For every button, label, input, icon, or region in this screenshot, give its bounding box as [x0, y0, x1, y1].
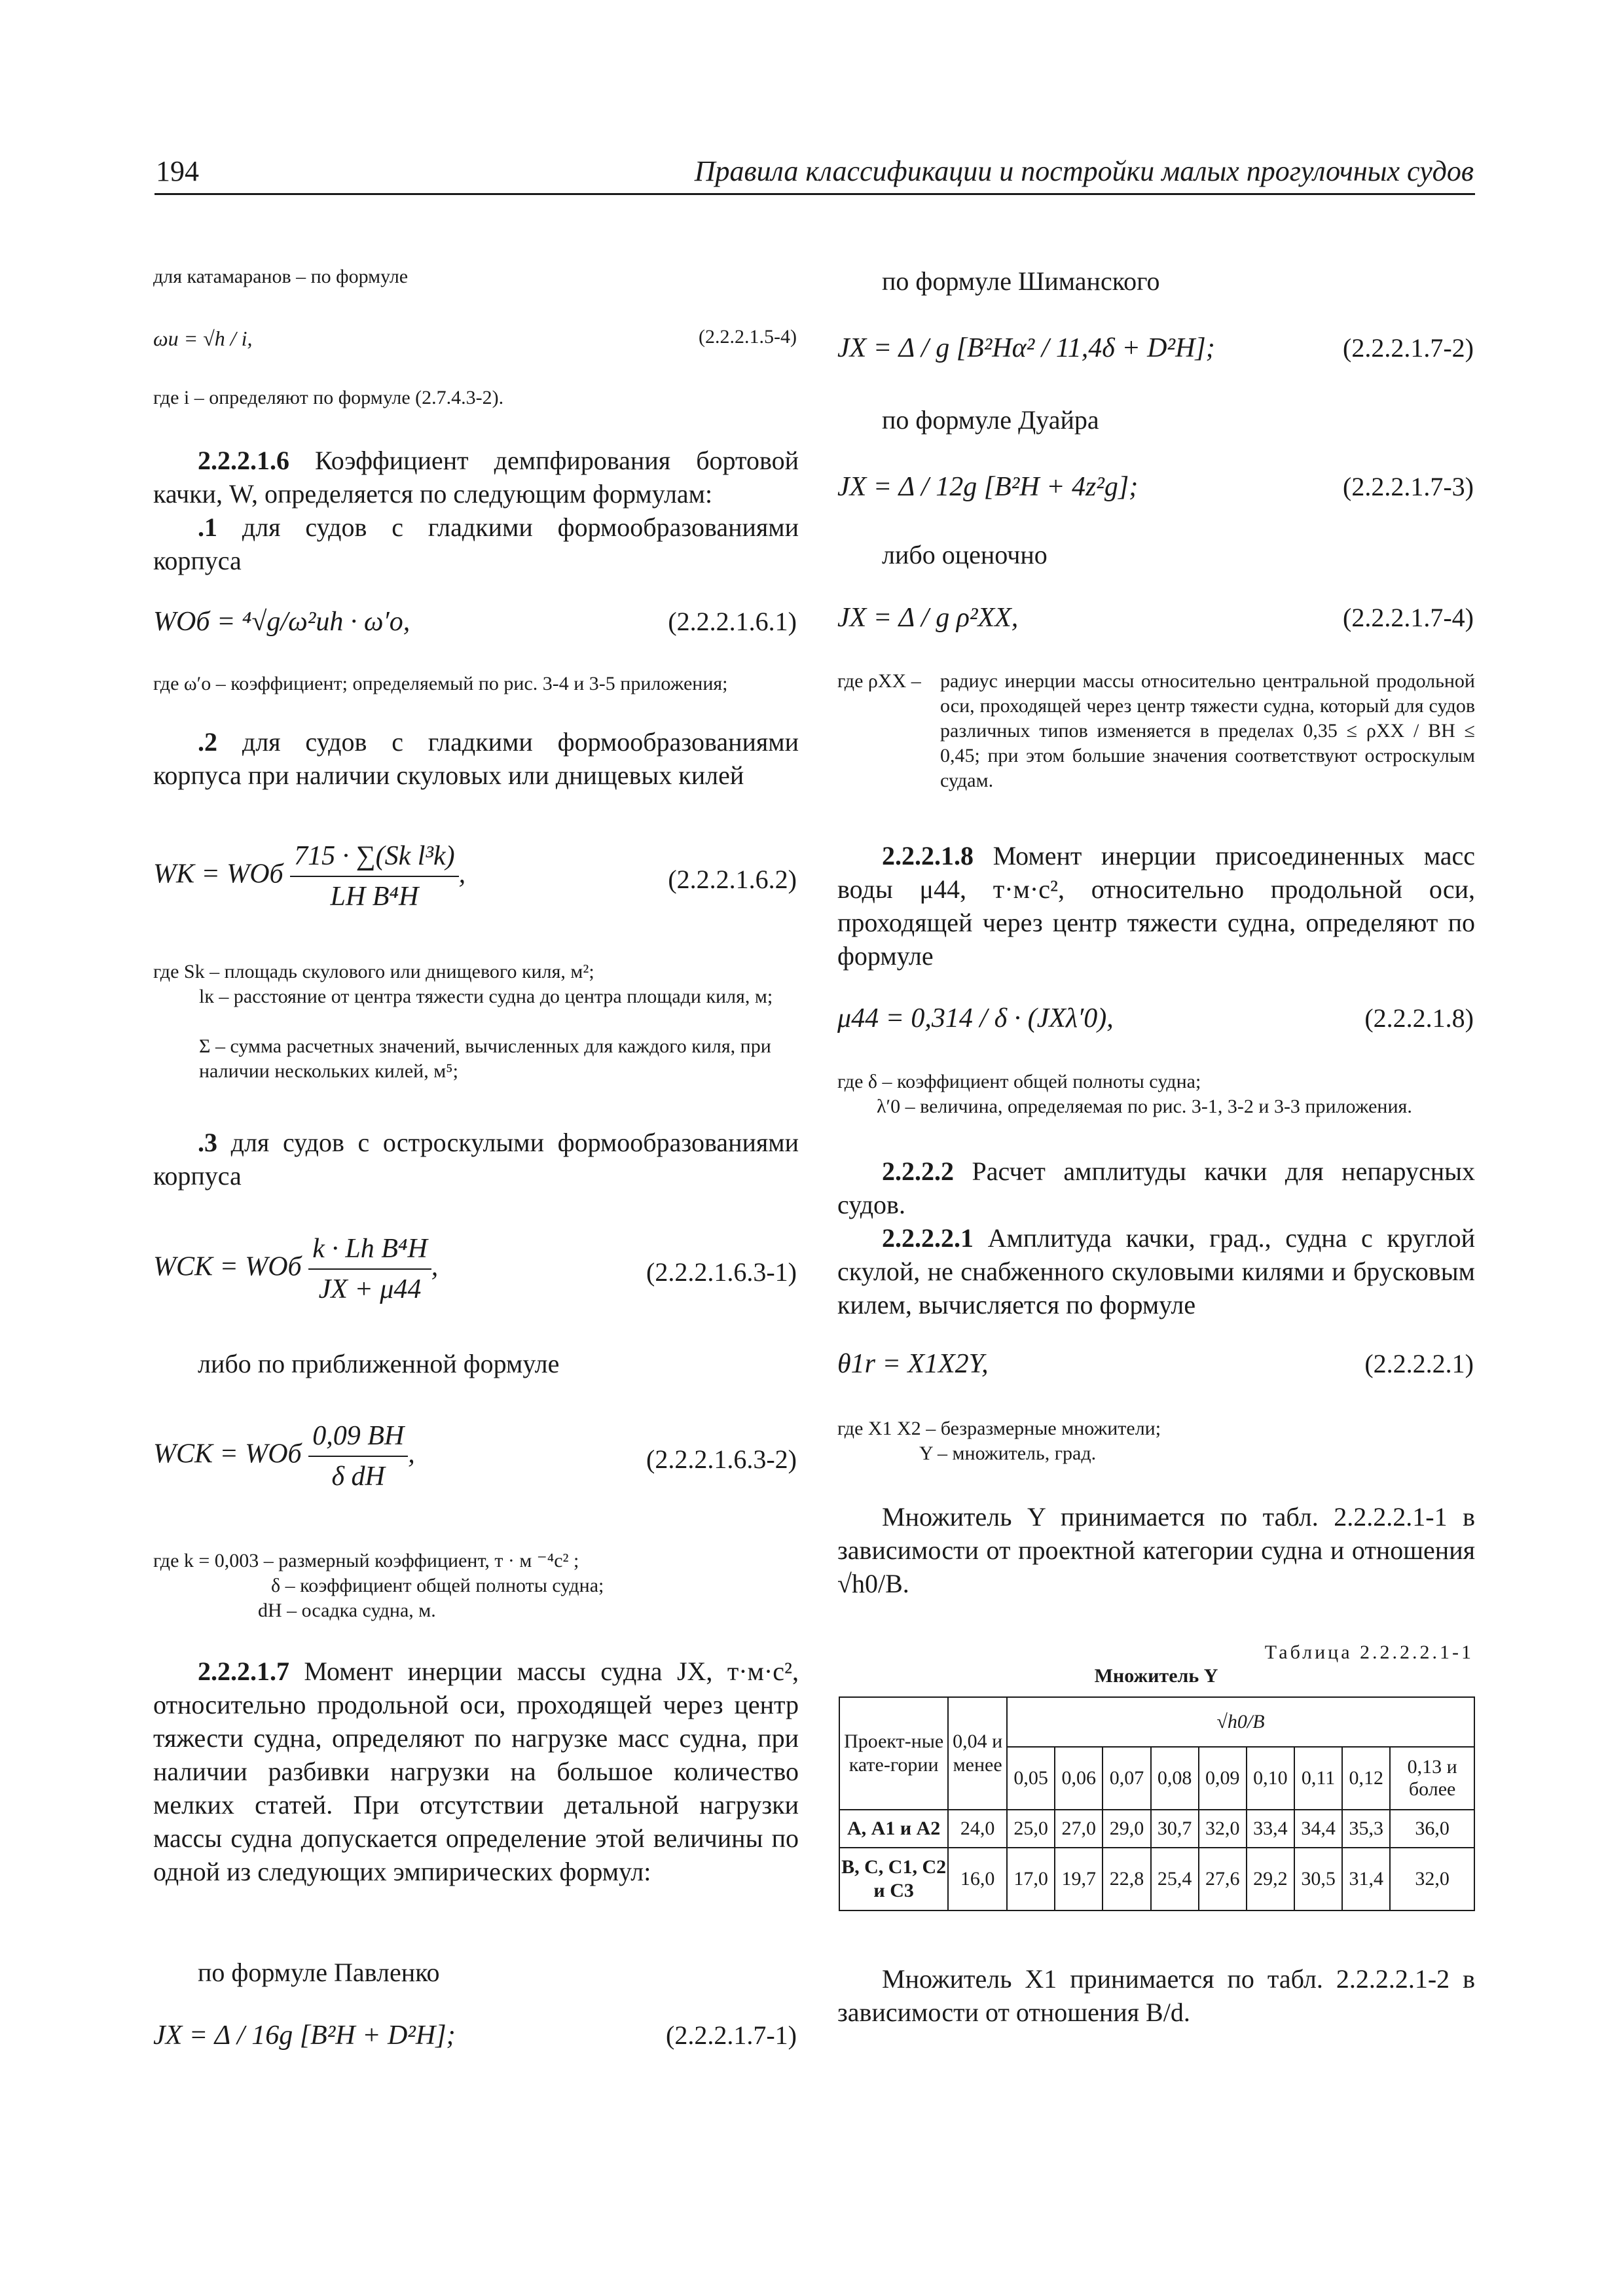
- table-header-last: 0,13 и более: [1390, 1747, 1474, 1810]
- table-cell: 29,2: [1247, 1848, 1294, 1910]
- table-cell: 30,7: [1151, 1810, 1199, 1848]
- table-cell-category: А, А1 и А2: [839, 1810, 948, 1848]
- approx-intro: либо по приближенной формуле: [198, 1349, 560, 1378]
- equation-number-wck-2: (2.2.2.1.6.3-2): [646, 1444, 797, 1474]
- equation-fraction: [308, 1233, 431, 1305]
- table-title: Множитель Y: [1094, 1665, 1218, 1687]
- equation-number-mu: (2.2.2.1.8): [1364, 1003, 1474, 1033]
- table-cell: 27,0: [1055, 1810, 1103, 1848]
- section-text: Амплитуда качки, град., судна с круглой скулой, не снабженного скуловыми килями и брусковым килем, вычисляется по формуле: [837, 1223, 1475, 1319]
- section-number: 2.2.2.2: [882, 1157, 954, 1186]
- section-text: Расчет амплитуды качки для непарусных судов.: [837, 1157, 1475, 1219]
- table-header-col: 0,10: [1247, 1747, 1294, 1810]
- where-lk: lк – расстояние от центра тяжести судна до центра площади киля, м;: [199, 986, 773, 1007]
- table-header-col: 0,06: [1055, 1747, 1103, 1810]
- section-2-2-2-1-8: [837, 839, 1475, 973]
- equation-wck-2: WСК = WОб $\frac{0,09 BН}{\text{δ dН}}$ ,: [153, 1421, 415, 1492]
- table-cell: 25,4: [1151, 1848, 1199, 1910]
- table-cell: 25,0: [1007, 1810, 1055, 1848]
- pavlenko-intro: по формуле Павленко: [198, 1958, 440, 1987]
- where-lambda: λ′0 – величина, определяемая по рис. 3-1, 3-2 и 3-3 приложения.: [877, 1096, 1412, 1117]
- equation-estimate: JX = Δ / g ρ²XX,: [837, 603, 1019, 633]
- where-omega0: где ω′о – коэффициент; определяемый по рис. 3-4 и 3-5 приложения;: [153, 673, 728, 694]
- section-number: 2.2.2.2.1: [882, 1223, 974, 1253]
- section-text: Момент инерции присоединенных масс воды μ44, т·м·с², относительно продольной оси, проходящей через центр тяжести судна, определяют по формуле: [837, 841, 1475, 971]
- equation-number-wk: (2.2.2.1.6.2): [668, 865, 797, 894]
- table-header-first: 0,04 и менее: [948, 1697, 1007, 1810]
- equation-lhs: WСК = WОб: [153, 1439, 302, 1469]
- equation-theta: θ1r = X1X2Y,: [837, 1349, 989, 1379]
- table-row: [839, 1810, 1474, 1848]
- table-cell: 27,6: [1199, 1848, 1247, 1910]
- where-rho: радиус инерции массы относительно центральной продольной оси, проходящей через центр тяжести судна, который для судов различных типов изменяется в пределах 0,35 ≤ ρXX / BН ≤ 0,45; при этом большие значения соответствуют остроскулым судам.: [940, 670, 1475, 791]
- where-sk: где Sk – площадь скулового или днищевого киля, м²;: [153, 961, 594, 982]
- equation-number-estimate: (2.2.2.1.7-4): [1343, 603, 1474, 632]
- table-header-col: 0,09: [1199, 1747, 1247, 1810]
- where-i: где i – определяют по формуле (2.7.4.3-2).: [153, 387, 504, 408]
- table-cell: 29,0: [1103, 1810, 1150, 1848]
- fraction-denominator: LН B⁴Н: [330, 882, 419, 912]
- where-delta-2: где δ – коэффициент общей полноты судна;: [837, 1071, 1201, 1092]
- equation-omega: ωи = √h / i,: [153, 327, 253, 350]
- table-header-col: 0,07: [1103, 1747, 1150, 1810]
- section-2-2-2-2: [837, 1155, 1475, 1221]
- section-2-2-2-1-6: [153, 444, 799, 511]
- item-text: для судов с гладкими формообразованиями корпуса при наличии скуловых или днищевых килей: [153, 727, 799, 790]
- fraction-numerator: k · Lh B⁴Н: [308, 1233, 431, 1270]
- section-2-2-2-2-1: [837, 1221, 1475, 1321]
- equation-fraction: [308, 1420, 408, 1492]
- table-cell: 35,3: [1342, 1810, 1390, 1848]
- table-cell: 32,0: [1199, 1810, 1247, 1848]
- table-row: [839, 1848, 1474, 1910]
- section-2-2-2-1-7: [153, 1655, 799, 1888]
- where-dh: dН – осадка судна, м.: [258, 1600, 436, 1621]
- fraction-numerator: 0,09 BН: [308, 1420, 408, 1457]
- header-rule: [155, 193, 1475, 195]
- equation-dwyer: JX = Δ / 12g [B²Н + 4z²g];: [837, 472, 1139, 502]
- equation-wk: WК = WОб $\frac{\text{715 · ∑(Sk l³k)}}{\text{LН B⁴Н}}$ ,: [153, 841, 466, 912]
- equation-lhs: WК = WОб: [153, 859, 283, 889]
- section-number: 2.2.2.1.6: [198, 446, 289, 475]
- table-header-category: Проект-ные кате-гории: [839, 1697, 948, 1810]
- fraction-denominator: JX + μ44: [318, 1274, 422, 1304]
- table-cell: 19,7: [1055, 1848, 1103, 1910]
- section-text: Момент инерции массы судна JX, т·м·с², относительно продольной оси, проходящей через центр тяжести судна, определяют по нагрузке масс судна, при наличии разбивки нагрузки на большое количество мелких статей. При отсутствии детальной нагрузки массы судна допускается определение этой величины по одной из следующих эмпирических формул:: [153, 1657, 799, 1886]
- equation-wck-1: WСК = WОб $\frac{\text{k · Lh B⁴Н}}{JX + \mu 44}$ ,: [153, 1234, 439, 1304]
- table-cell: 36,0: [1390, 1810, 1474, 1848]
- table-header-col: 0,11: [1294, 1747, 1342, 1810]
- where-y: Y – множитель, град.: [919, 1443, 1097, 1464]
- item-1: [153, 511, 799, 577]
- where-rho-label: где ρXX –: [837, 670, 921, 692]
- item-number: .2: [198, 727, 217, 757]
- shimansky-intro: по формуле Шиманского: [882, 266, 1160, 296]
- section-text: Коэффициент демпфирования бортовой качки, W, определяется по следующим формулам:: [153, 446, 799, 509]
- equation-shimansky: JX = Δ / g [B²Нα² / 11,4δ + D²Н];: [837, 333, 1215, 363]
- item-text: для судов с остроскулыми формообразованиями корпуса: [153, 1128, 799, 1191]
- fraction-numerator: 715 · ∑(Sk l³k): [290, 840, 458, 877]
- table: [839, 1696, 1475, 1911]
- item-2: [153, 725, 799, 792]
- where-sigma: Σ – сумма расчетных значений, вычисленных для каждого киля, при наличии нескольких килей, м⁵;: [199, 1035, 771, 1082]
- table-cell: 30,5: [1294, 1848, 1342, 1910]
- item-3: [153, 1126, 799, 1193]
- estimate-intro: либо оценочно: [882, 540, 1048, 569]
- table-cell: 24,0: [948, 1810, 1007, 1848]
- equation-number-dwyer: (2.2.2.1.7-3): [1343, 472, 1474, 501]
- equation-number-omega: (2.2.2.1.5-4): [699, 326, 797, 348]
- page-number: 194: [156, 155, 199, 187]
- equation-number-theta: (2.2.2.2.1): [1364, 1349, 1474, 1378]
- equation-number-wck-1: (2.2.2.1.6.3-1): [646, 1257, 797, 1287]
- table-cell: 31,4: [1342, 1848, 1390, 1910]
- equation-number-w-ob: (2.2.2.1.6.1): [668, 607, 797, 636]
- table-header-col: 0,05: [1007, 1747, 1055, 1810]
- equation-pavlenko: JX = Δ / 16g [B²Н + D²Н];: [153, 2020, 456, 2051]
- table-cell: 32,0: [1390, 1848, 1474, 1910]
- table-cell: 33,4: [1247, 1810, 1294, 1848]
- table-header-col: 0,08: [1151, 1747, 1199, 1810]
- item-number: .1: [198, 512, 217, 542]
- equation-number-shimansky: (2.2.2.1.7-2): [1343, 333, 1474, 363]
- fraction-denominator: δ dН: [331, 1462, 385, 1492]
- section-number: 2.2.2.1.7: [198, 1657, 289, 1686]
- item-number: .3: [198, 1128, 217, 1157]
- table-caption: Таблица 2.2.2.2.1-1: [1264, 1641, 1474, 1663]
- dwyer-intro: по формуле Дуайра: [882, 405, 1099, 435]
- item-text: для судов с гладкими формообразованиями корпуса: [153, 512, 799, 575]
- table-cell-category: В, С, С1, С2 и С3: [839, 1848, 948, 1910]
- multiplier-y-table: [839, 1696, 1475, 1911]
- table-cell: 22,8: [1103, 1848, 1150, 1910]
- equation-w-ob: WОб = ⁴√g/ω²иh · ω′о,: [153, 607, 410, 637]
- where-x: где X1 X2 – безразмерные множители;: [837, 1418, 1161, 1439]
- table-header-col: 0,12: [1342, 1747, 1390, 1810]
- catamaran-intro: для катамаранов – по формуле: [153, 266, 409, 287]
- table-cell: 17,0: [1007, 1848, 1055, 1910]
- x1-note: Множитель X1 принимается по табл. 2.2.2.2.1-2 в зависимости от отношения B/d.: [837, 1964, 1475, 2027]
- table-cell: 34,4: [1294, 1810, 1342, 1848]
- running-title: Правила классификации и постройки малых прогулочных судов: [694, 155, 1474, 187]
- table-cell: 16,0: [948, 1848, 1007, 1910]
- equation-fraction: [290, 840, 458, 912]
- equation-mu: μ44 = 0,314 / δ · (JXλ′0),: [837, 1003, 1114, 1033]
- table-header-group: √h0/B: [1007, 1697, 1474, 1747]
- section-number: 2.2.2.1.8: [882, 841, 974, 870]
- equation-number-pavlenko: (2.2.2.1.7-1): [666, 2020, 797, 2050]
- where-k: где k = 0,003 – размерный коэффициент, т · м ⁻⁴с² ;: [153, 1550, 579, 1571]
- y-note: Множитель Y принимается по табл. 2.2.2.2.1-1 в зависимости от проектной категории судна и отношения √h0/B.: [837, 1502, 1475, 1598]
- where-delta: δ – коэффициент общей полноты судна;: [271, 1575, 604, 1596]
- equation-lhs: WСК = WОб: [153, 1251, 302, 1282]
